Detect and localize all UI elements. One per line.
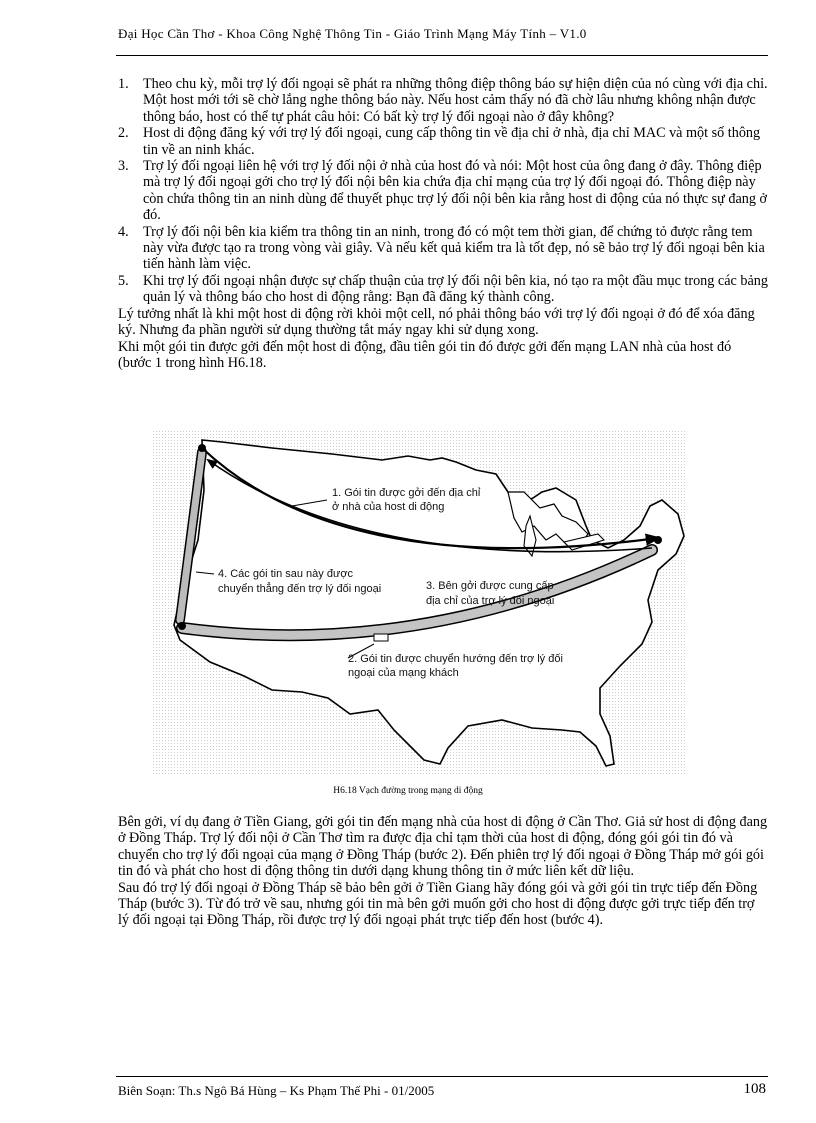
label-3-line-1: 3. Bên gởi được cung cấp — [426, 580, 554, 592]
list-item-text: Host di động đăng ký với trợ lý đối ngoại, cung cấp thông tin về địa chỉ ở nhà, địa chỉ MAC và một số thông tin về an ninh khác. — [143, 125, 761, 158]
list-item-text: Trợ lý đối ngoại liên hệ với trợ lý đối nội ở nhà của host đó và nói: Một host của ông đang ở đây. Thông điệp mà trợ lý đối ngoại gởi cho trợ lý đối nội bên kia chứa địa chỉ mạng của trợ lý đối ngoại đó. Thông điệp này còn chứa thông tin an ninh dùng để thuyết phục trợ lý đối nội bên kia rằng host di động của nó thực sự đang ở đó. — [143, 158, 767, 224]
label-4-line-1: 4. Các gói tin sau này được — [218, 568, 354, 580]
label-1-line-1: 1. Gói tin được gởi đến địa chỉ — [332, 487, 481, 499]
page-number: 108 — [743, 1081, 766, 1097]
label-1-line-2: ở nhà của host di động — [332, 501, 445, 513]
paragraph: Lý tưởng nhất là khi một host di động rời khỏi một cell, nó phải thông báo với trợ lý đối ngoại ở đó để xóa đăng ký. Nhưng đa phần người sử dụng thường tắt máy ngay khi sử dụng xong. — [118, 305, 755, 339]
figure-caption: H6.18 Vạch đường trong mạng di động — [333, 786, 483, 796]
list-number: 5. — [118, 272, 129, 289]
list-item-text: Theo chu kỳ, mỗi trợ lý đối ngoại sẽ phát ra những thông điệp thông báo sự hiện diện của nó cùng với địa chỉ. Một host mới tới sẽ chờ lắng nghe thông báo này. Nếu host cảm thấy nó đã chờ lâu nhưng không nhận được thông báo, host có thể tự phát câu hỏi: Có bất kỳ trợ lý đối ngoại nào ở đây không? — [143, 76, 768, 125]
running-header: Đại Học Cần Thơ - Khoa Công Nghệ Thông Tin - Giáo Trình Mạng Máy Tính – V1.0 — [118, 26, 587, 41]
header-divider — [116, 55, 768, 56]
list-item — [118, 125, 768, 158]
label-3-line-2: địa chỉ của trợ lý đối ngoại — [426, 595, 555, 607]
paragraph: Bên gởi, ví dụ đang ở Tiền Giang, gởi gói tin đến mạng nhà của host di động ở Cần Thơ. Giả sử host di động đang ở Đồng Tháp. Trợ lý đối nội ở Cần Thơ tìm ra được địa chỉ tạm thời của host di động, đóng gói gói tin đó và chuyển cho trợ lý đối ngoại của mạng ở Đồng Tháp (bước 2). Đến phiên trợ lý đối ngoại ở Đồng Tháp mở gói gói tin đó và phát cho host di động thông tin dưới dạng khung thông tin ở mức liên kết dữ liệu. — [118, 814, 768, 880]
footer-author: Biên Soạn: Th.s Ngô Bá Hùng – Ks Phạm Thế Phi - 01/2005 — [118, 1083, 435, 1098]
foreign-agent-node — [178, 622, 186, 630]
footer-divider — [116, 1076, 768, 1077]
list-number: 4. — [118, 223, 129, 240]
label-4-line-2: chuyển thẳng đến trợ lý đối ngoại — [218, 583, 382, 595]
paragraph: Sau đó trợ lý đối ngoại ở Đồng Tháp sẽ bảo bên gởi ở Tiền Giang hãy đóng gói và gởi gói tin trực tiếp đến Đồng Tháp (bước 3). Từ đó trở về sau, nhưng gói tin mà bên gởi muốn gởi cho host di động được gởi trực tiếp đến trợ lý đối ngoại tại Đồng Tháp, rồi được trợ lý đối ngoại phát trực tiếp đến host (bước 4). — [118, 879, 758, 929]
list-item — [118, 76, 768, 125]
list-item — [118, 224, 768, 273]
list-number: 1. — [118, 76, 129, 92]
paragraph: Khi một gói tin được gởi đến một host di động, đầu tiên gói tin đó được gởi đến mạng LAN nhà của host đó (bước 1 trong hình H6.18. — [118, 338, 732, 371]
label-2-line-1: 2. Gói tin được chuyển hướng đến trợ lý đối — [348, 653, 563, 665]
list-number: 3. — [118, 158, 129, 175]
sender-node — [654, 536, 662, 544]
list-item — [118, 158, 768, 224]
body-text-bottom — [118, 814, 768, 929]
registration-steps-list — [118, 76, 768, 306]
home-host-node — [198, 444, 206, 452]
list-item-text: Trợ lý đối nội bên kia kiểm tra thông tin an ninh, trong đó có một tem thời gian, để chứng tỏ được rằng tem này vừa được tạo ra trong vòng vài giây. Và nếu kết quả kiểm tra là tốt đẹp, nó sẽ bảo trợ lý đối ngoại bên kia tiến hành làm việc. — [143, 223, 765, 273]
mobile-routing-figure — [152, 430, 686, 775]
label-2-line-2: ngoại của mạng khách — [348, 667, 459, 679]
body-text-top — [118, 76, 768, 371]
list-item-text: Khi trợ lý đối ngoại nhận được sự chấp thuận của trợ lý đối nội bên kia, nó tạo ra một đầu mục trong các bảng quản lý và thông báo cho host di động rằng: Bạn đã đăng ký thành công. — [143, 272, 768, 306]
list-item — [118, 273, 768, 306]
tunnel-packet-marker — [374, 634, 388, 641]
list-number: 2. — [118, 125, 129, 142]
us-map-diagram — [152, 430, 686, 775]
